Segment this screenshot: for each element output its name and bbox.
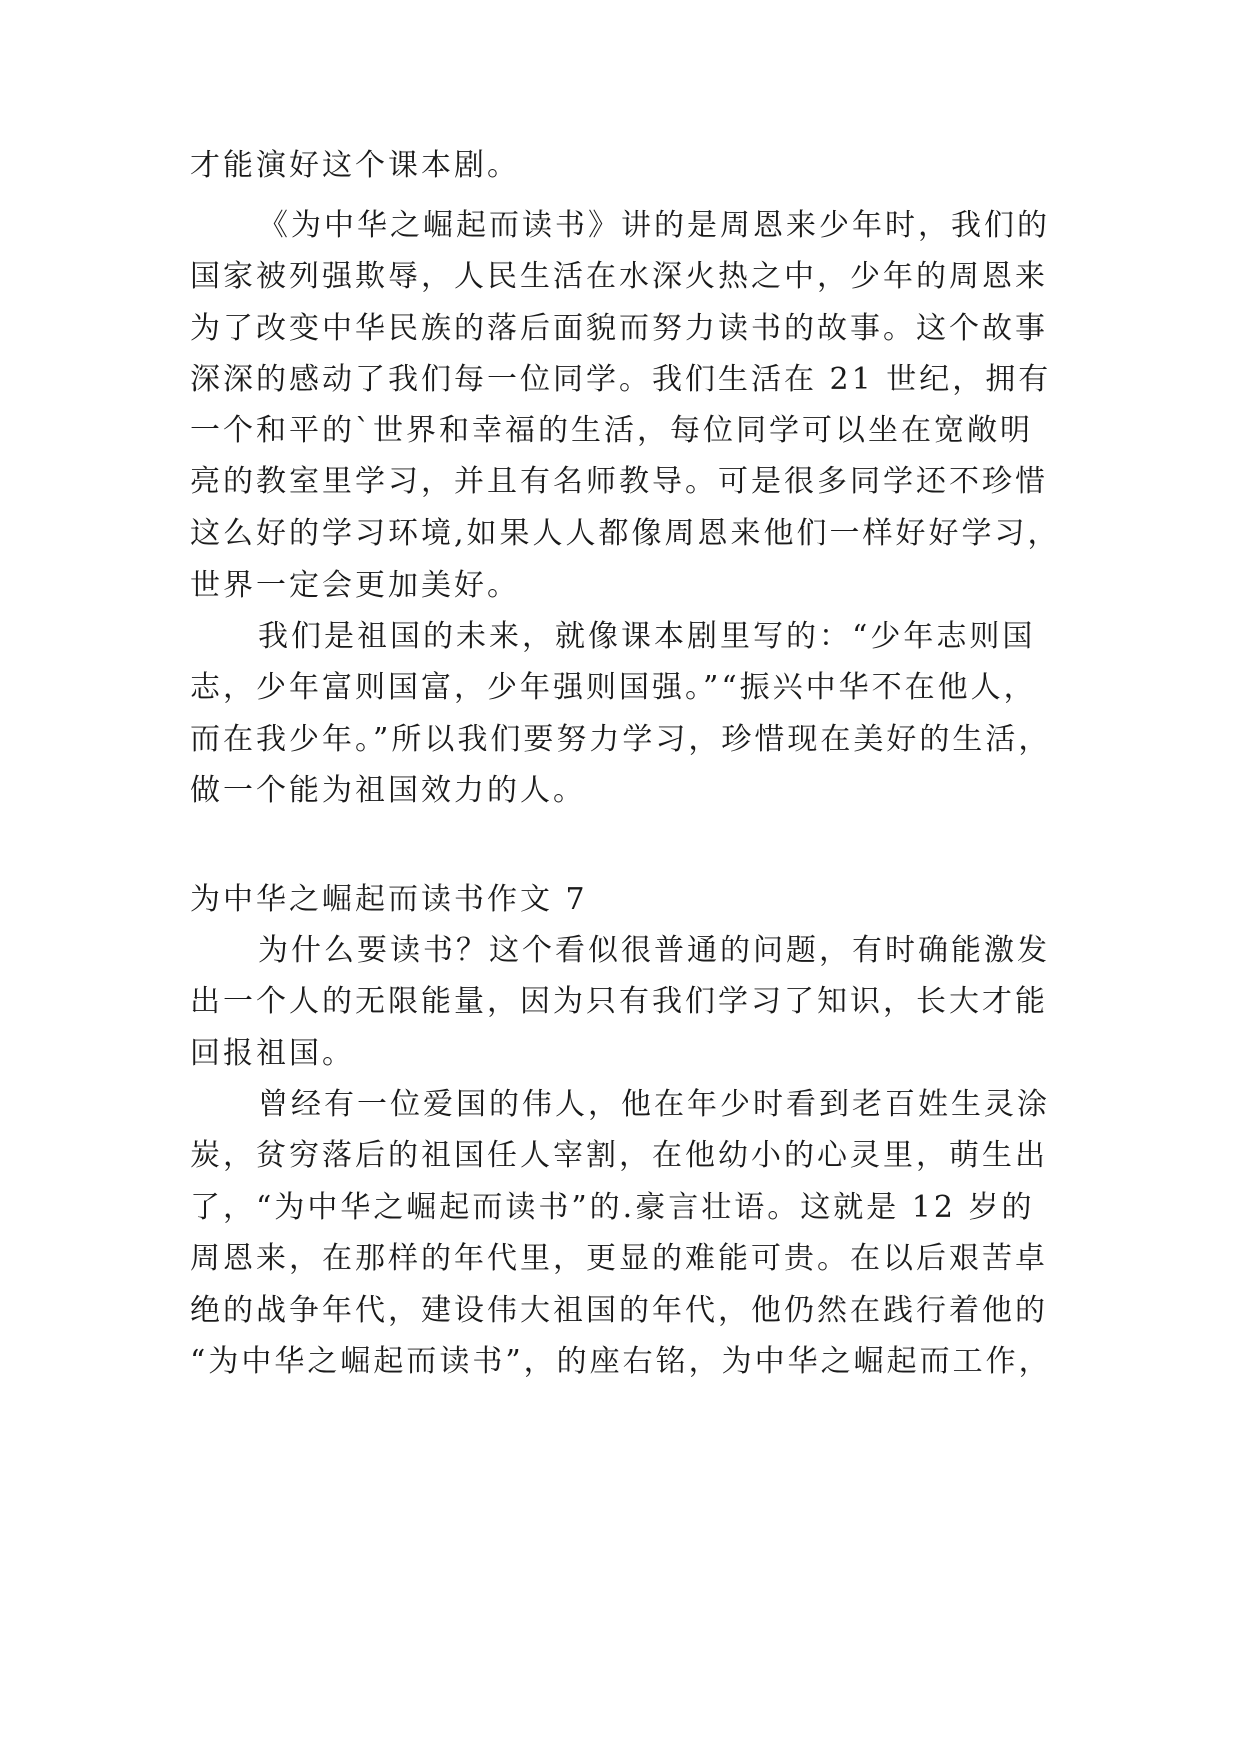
text-line: 深深的感动了我们每一位同学。我们生活在 21 世纪，拥有 [190, 362, 1052, 397]
text-line: 亮的教室里学习，并且有名师教导。可是很多同学还不珍惜 [190, 464, 1048, 499]
section-title: 为中华之崛起而读书作文 7 [190, 882, 588, 917]
paragraph-first-line: 我们是祖国的未来，就像课本剧里写的：“少年志则国 [258, 619, 1036, 654]
text-line: 志，少年富则国富，少年强则国强。”“振兴中华不在他人， [190, 670, 1037, 705]
text-line: 回报祖国。 [190, 1036, 355, 1071]
text-line: 国家被列强欺辱，人民生活在水深火热之中，少年的周恩来 [190, 259, 1048, 294]
text-line: “为中华之崛起而读书”，的座右铭，为中华之崛起而工作， [190, 1344, 1052, 1379]
text-line: 这么好的学习环境,如果人人都像周恩来他们一样好好学习， [190, 516, 1061, 551]
text-line: 周恩来，在那样的年代里，更显的难能可贵。在以后艰苦卓 [190, 1241, 1048, 1276]
text-line: 绝的战争年代，建设伟大祖国的年代，他仍然在践行着他的 [190, 1293, 1048, 1328]
paragraph-first-line: 为什么要读书？这个看似很普通的问题，有时确能激发 [258, 933, 1050, 968]
text-line: 而在我少年。”所以我们要努力学习，珍惜现在美好的生活， [190, 722, 1052, 757]
paragraph-first-line: 《为中华之崛起而读书》讲的是周恩来少年时，我们的 [258, 208, 1050, 243]
text-line: 为了改变中华民族的落后面貌而努力读书的故事。这个故事 [190, 311, 1048, 346]
text-line: 才能演好这个课本剧。 [190, 148, 520, 183]
text-line: 做一个能为祖国效力的人。 [190, 773, 586, 808]
text-line: 了，“为中华之崛起而读书”的.豪言壮语。这就是 12 岁的 [190, 1190, 1035, 1225]
text-line: 一个和平的`世界和幸福的生活，每位同学可以坐在宽敞明 [190, 413, 1033, 448]
text-line: 出一个人的无限能量，因为只有我们学习了知识，长大才能 [190, 984, 1048, 1019]
text-line: 炭，贫穷落后的祖国任人宰割，在他幼小的心灵里，萌生出 [190, 1138, 1048, 1173]
paragraph-first-line: 曾经有一位爱国的伟人，他在年少时看到老百姓生灵涂 [258, 1087, 1050, 1122]
text-line: 世界一定会更加美好。 [190, 568, 520, 603]
